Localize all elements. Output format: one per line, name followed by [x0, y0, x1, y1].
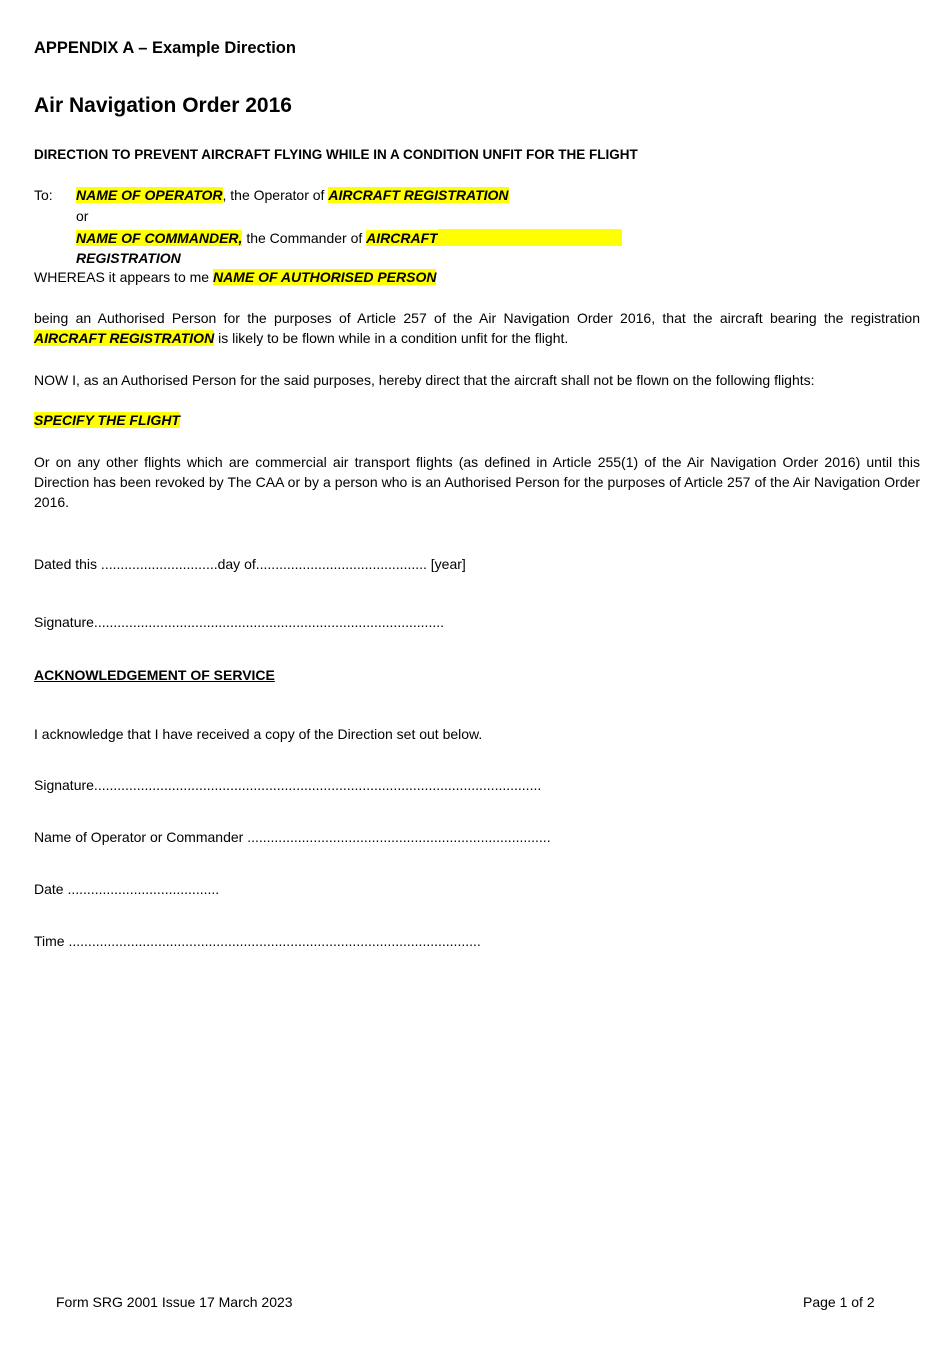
- operator-name-placeholder: NAME OF OPERATOR: [76, 187, 223, 203]
- paragraph-direct: NOW I, as an Authorised Person for the said purposes, hereby direct that the aircraft shall not be flown on the following flights:: [34, 372, 815, 388]
- to-line: [34, 187, 53, 203]
- dated-line: Dated this ..............................day of............................................ [year]: [34, 556, 466, 572]
- specify-flight-placeholder: SPECIFY THE FLIGHT: [34, 412, 180, 428]
- paragraph-registration-placeholder: AIRCRAFT REGISTRATION: [34, 330, 215, 346]
- or-text: or: [76, 208, 89, 224]
- to-label: To:: [34, 187, 53, 203]
- footer-form-id: Form SRG 2001 Issue 17 March 2023: [56, 1294, 293, 1310]
- whereas-line: [34, 269, 436, 285]
- paragraph-authorised-tail: is likely to be flown while in a condition unfit for the flight.: [214, 330, 569, 346]
- acknowledgement-heading: ACKNOWLEDGEMENT OF SERVICE: [34, 667, 275, 683]
- signature-line: Signature..........................................................................................: [34, 614, 444, 630]
- specify-flight-line: [34, 412, 180, 428]
- operator-line: [76, 187, 509, 203]
- footer-page-number: Page 1 of 2: [803, 1294, 875, 1310]
- authorised-person-placeholder: NAME OF AUTHORISED PERSON: [212, 269, 437, 285]
- date-line: Date .......................................: [34, 881, 220, 897]
- commander-line: [76, 229, 622, 246]
- registration-line: [76, 250, 181, 266]
- commander-text: the Commander of: [242, 230, 367, 246]
- registration-placeholder: REGISTRATION: [76, 250, 181, 266]
- paragraph-authorised-text: being an Authorised Person for the purposes of Article 257 of the Air Navigation Order 2016, that the aircraft bearing the registration: [34, 310, 920, 326]
- paragraph-authorised: [34, 308, 920, 348]
- operator-commander-name-line: Name of Operator or Commander ..............................................................................: [34, 829, 551, 845]
- page-title: Air Navigation Order 2016: [34, 94, 292, 117]
- commander-name-placeholder: NAME OF COMMANDER,: [76, 230, 243, 246]
- acknowledgement-text: I acknowledge that I have received a copy of the Direction set out below.: [34, 726, 483, 742]
- time-line: Time ..........................................................................................................: [34, 933, 481, 949]
- whereas-text: WHEREAS it appears to me: [34, 269, 213, 285]
- appendix-heading: APPENDIX A – Example Direction: [34, 39, 296, 57]
- direction-subtitle: DIRECTION TO PREVENT AIRCRAFT FLYING WHILE IN A CONDITION UNFIT FOR THE FLIGHT: [34, 147, 638, 162]
- aircraft-placeholder: AIRCRAFT: [366, 230, 438, 246]
- paragraph-other-flights: Or on any other flights which are commercial air transport flights (as defined in Article 255(1) of the Air Navigation Order 2016) until this Direction has been revoked by The CAA or by a person who is an Authorised Person for the purposes of Article 257 of the Air Navigation Order 2016.: [34, 454, 920, 510]
- aircraft-registration-placeholder: AIRCRAFT REGISTRATION: [328, 187, 509, 203]
- ack-signature-line: Signature...................................................................................................................: [34, 777, 542, 793]
- highlight-filler: [438, 229, 622, 246]
- operator-text: , the Operator of: [222, 187, 329, 203]
